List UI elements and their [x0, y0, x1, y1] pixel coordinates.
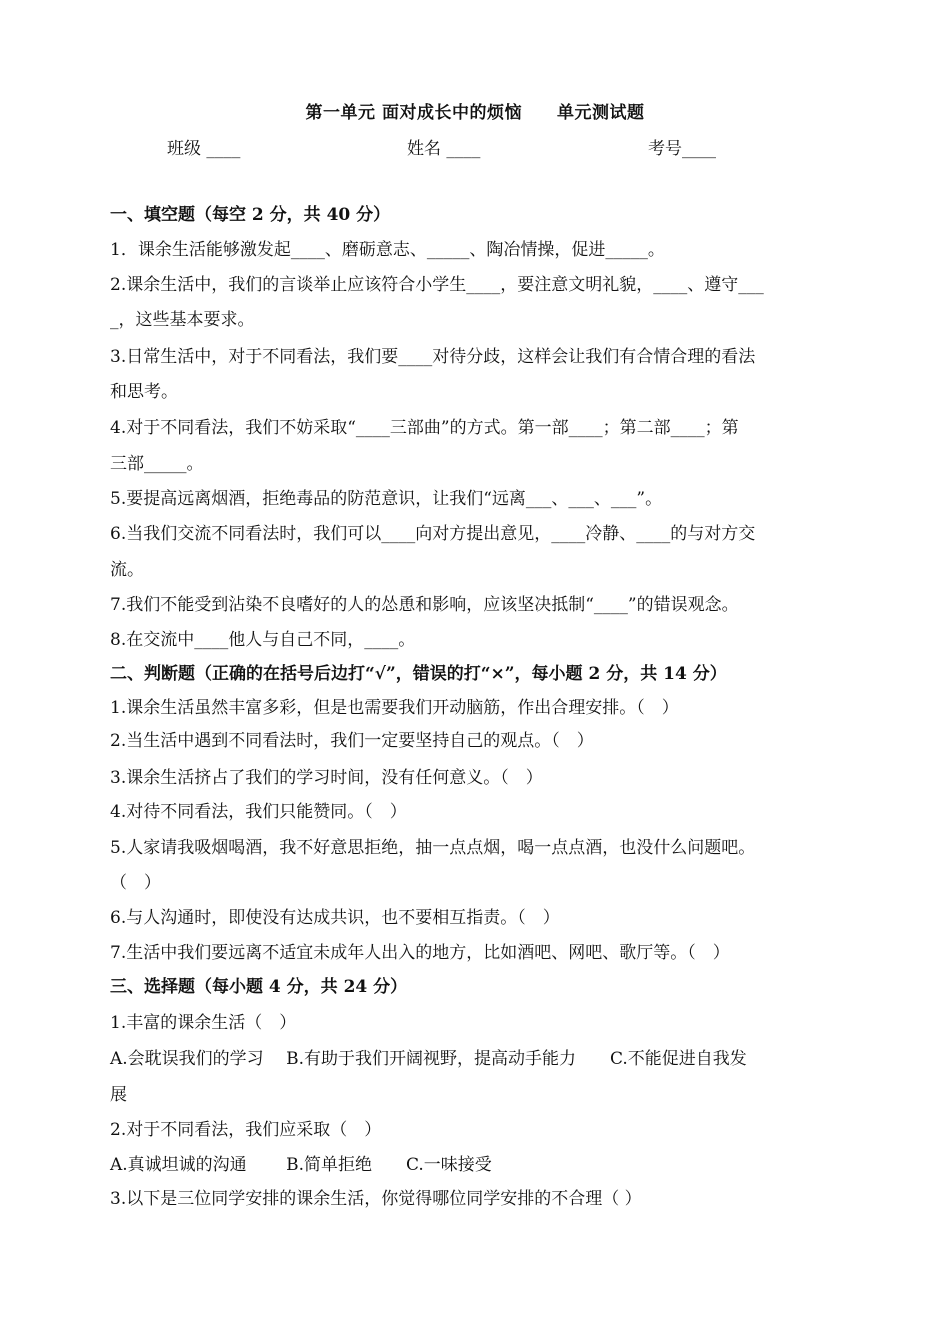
question-line: 4.对于不同看法，我们不妨采取“____三部曲”的方式。第一部____；第二部____；第 — [110, 418, 739, 438]
class-field-label: 班级 ____ — [167, 139, 241, 159]
question-line: 3.课余生活挤占了我们的学习时间，没有任何意义。（ ） — [110, 768, 543, 788]
question-line: 7.我们不能受到沾染不良嗜好的人的怂恿和影响，应该坚决抵制“____”的错误观念。 — [110, 595, 739, 615]
question-line: 和思考。 — [110, 382, 178, 402]
section-heading-multiple-choice: 三、选择题（每小题 4 分，共 24 分） — [110, 977, 408, 997]
question-line: 1．课余生活能够激发起____、磨砺意志、_____、陶冶情操，促进_____。 — [110, 240, 665, 260]
question-line: A.会耽误我们的学习 B.有助于我们开阔视野，提高动手能力 C.不能促进自我发 — [110, 1049, 747, 1069]
question-line: 6.当我们交流不同看法时，我们可以____向对方提出意见，____冷静、____的与对方交 — [110, 524, 756, 544]
question-line: （ ） — [110, 873, 161, 893]
question-line: 2.当生活中遇到不同看法时，我们一定要坚持自己的观点。（ ） — [110, 731, 594, 751]
section-heading-true-false: 二、判断题（正确的在括号后边打“√”，错误的打“×”，每小题 2 分，共 14 分） — [110, 664, 727, 684]
question-line: 流。 — [110, 560, 144, 580]
question-line: 三部_____。 — [110, 454, 204, 474]
question-line: 6.与人沟通时，即使没有达成共识，也不要相互指责。（ ） — [110, 908, 560, 928]
question-line: 3.日常生活中，对于不同看法，我们要____对待分歧，这样会让我们有合情合理的看法 — [110, 347, 756, 367]
question-line: _，这些基本要求。 — [110, 310, 255, 330]
question-line: 2.课余生活中，我们的言谈举止应该符合小学生____，要注意文明礼貌，____、遵守___ — [110, 275, 764, 295]
question-line: 5.要提高远离烟酒，拒绝毒品的防范意识，让我们“远离___、___、___”。 — [110, 489, 663, 509]
question-line: 7.生活中我们要远离不适宜未成年人出入的地方，比如酒吧、网吧、歌厅等。（ ） — [110, 943, 730, 963]
question-line: 3.以下是三位同学安排的课余生活，你觉得哪位同学安排的不合理（ ） — [110, 1189, 642, 1209]
question-line: 展 — [110, 1085, 127, 1105]
question-line: 1.丰富的课余生活（ ） — [110, 1013, 297, 1033]
question-line: 4.对待不同看法，我们只能赞同。（ ） — [110, 802, 407, 822]
section-heading-fill-blank: 一、填空题（每空 2 分，共 40 分） — [110, 205, 391, 225]
question-line: 8.在交流中____他人与自己不同，____。 — [110, 630, 416, 650]
question-line: 2.对于不同看法，我们应采取（ ） — [110, 1120, 382, 1140]
question-line: 5.人家请我吸烟喝酒，我不好意思拒绝，抽一点点烟，喝一点点酒，也没什么问题吧。 — [110, 838, 756, 858]
name-field-label: 姓名 ____ — [407, 139, 481, 159]
question-line: 1.课余生活虽然丰富多彩，但是也需要我们开动脑筋，作出合理安排。（ ） — [110, 698, 679, 718]
page-title: 第一单元 面对成长中的烦恼 单元测试题 — [305, 103, 645, 123]
exam-number-field-label: 考号____ — [648, 139, 716, 159]
question-line: A.真诚坦诚的沟通 B.简单拒绝 C.一味接受 — [110, 1155, 492, 1175]
